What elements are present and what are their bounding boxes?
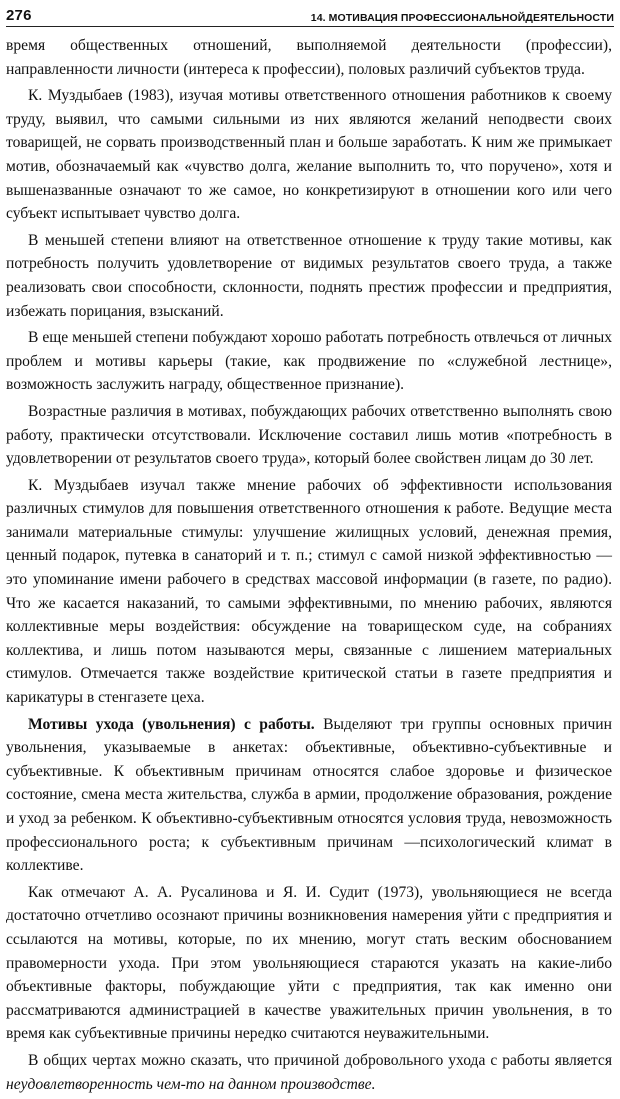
paragraph-final xyxy=(6,1049,612,1096)
header-rule xyxy=(6,26,614,27)
paragraph-rusalinova: Как отмечают А. А. Русалинова и Я. И. Судит (1973), увольняющиеся не всегда достаточно отчетливо осознают причины возникновения намерения уйти с предприятия и ссылаются на мотивы, которые, по их мнению, могут стать веским обоснованием правомерности ухода. При этом увольняющиеся стараются указать на какие-либо объективные факторы, побуждающие уйти с предприятия, так как именно они рассматриваются администрацией в качестве уважительных причин увольнения, в то время как субъективные причины нередко считаются неуважительными. xyxy=(6,883,612,1043)
paragraph-stimuli: К. Муздыбаев изучал также мнение рабочих об эффективности использования различных стимулов для повышения ответственного отношения к работе. Ведущие места занимали материальные стимулы: улучшение жилищных условий, денежная премия, ценный подарок, путевка в санаторий и т. п.; стимул с самой низкой эффективностью — это упоминание имени рабочего в средствах массовой информации (в газете, по радио). Что же касается наказаний, то самыми эффективными, по мнению рабочих, являются коллективные меры воздействия: обсуждение на товарищеском суде, на собраниях коллектива, и лишь потом называются меры, связанные с лишением материальных стимулов. Отмечается также воздействие критической статьи в газете предприятия и карикатуры в стенгазете цеха. xyxy=(6,476,612,707)
running-head: 14. МОТИВАЦИЯ ПРОФЕССИОНАЛЬНОЙДЕЯТЕЛЬНОСТИ xyxy=(310,12,614,24)
section-lead-text: Выделяют три группы основных причин увольнения, указываемые в анкетах: объективные, объективно-субъективные и субъективные. К объективным причинам относятся слабое здоровье и физическое состояние, смена места жительства, служба в армии, продолжение образования, рождение и уход за ребенком. К объективно-субъективным относятся условия труда, невозможность профессионального роста; к субъективным причинам —психологический климат в коллективе. xyxy=(6,715,612,875)
page-body xyxy=(6,34,612,1099)
paragraph-motives-leaving xyxy=(6,713,612,878)
section-lead: Мотивы ухода (увольнения) с работы. xyxy=(28,715,315,733)
paragraph-lesser-degree: В меньшей степени влияют на ответственное отношение к труду такие мотивы, как потребность получить удовлетворение от видимых результатов своего труда, а также реализовать свои способности, склонности, поднять престиж профессии и предприятия, избежать порицания, взысканий. xyxy=(6,231,612,320)
page-header xyxy=(6,4,614,24)
paragraph-muzdybaev: К. Муздыбаев (1983), изучая мотивы ответственного отношения работников к своему труду, выявил, что самыми сильными из них являются желаний неподвести своих товарищей, не сорвать производственный план и больше заработать. К ним же примыкает мотив, обозначаемый как «чувство долга, желание выполнить то, что поручено», хотя и вышеназванные означают то же самое, но конкретизируют в отношении кого или чего субъект испытывает чувство долга. xyxy=(6,87,612,223)
final-text: В общих чертах можно сказать, что причиной добровольного ухода с работы является xyxy=(28,1051,612,1069)
page-number: 276 xyxy=(6,7,32,24)
paragraph-continuation: время общественных отношений, выполняемой деятельности (профессии), направленности личности (интереса к профессии), половых различий субъектов труда. xyxy=(6,37,612,78)
paragraph-even-lesser: В еще меньшей степени побуждают хорошо работать потребность отвлечься от личных проблем и мотивы карьеры (такие, как продвижение по «служебной лестнице», возможность заслужить награду, общественное признание). xyxy=(6,329,612,394)
paragraph-age-differences: Возрастные различия в мотивах, побуждающих рабочих ответственно выполнять свою работу, практически отсутствовали. Исключение составил лишь мотив «потребность в удовлетворении от результатов своего труда», который более свойствен лицам до 30 лет. xyxy=(6,402,612,468)
final-emphasis: неудовлетворенность чем-то на данном производстве. xyxy=(6,1075,376,1093)
